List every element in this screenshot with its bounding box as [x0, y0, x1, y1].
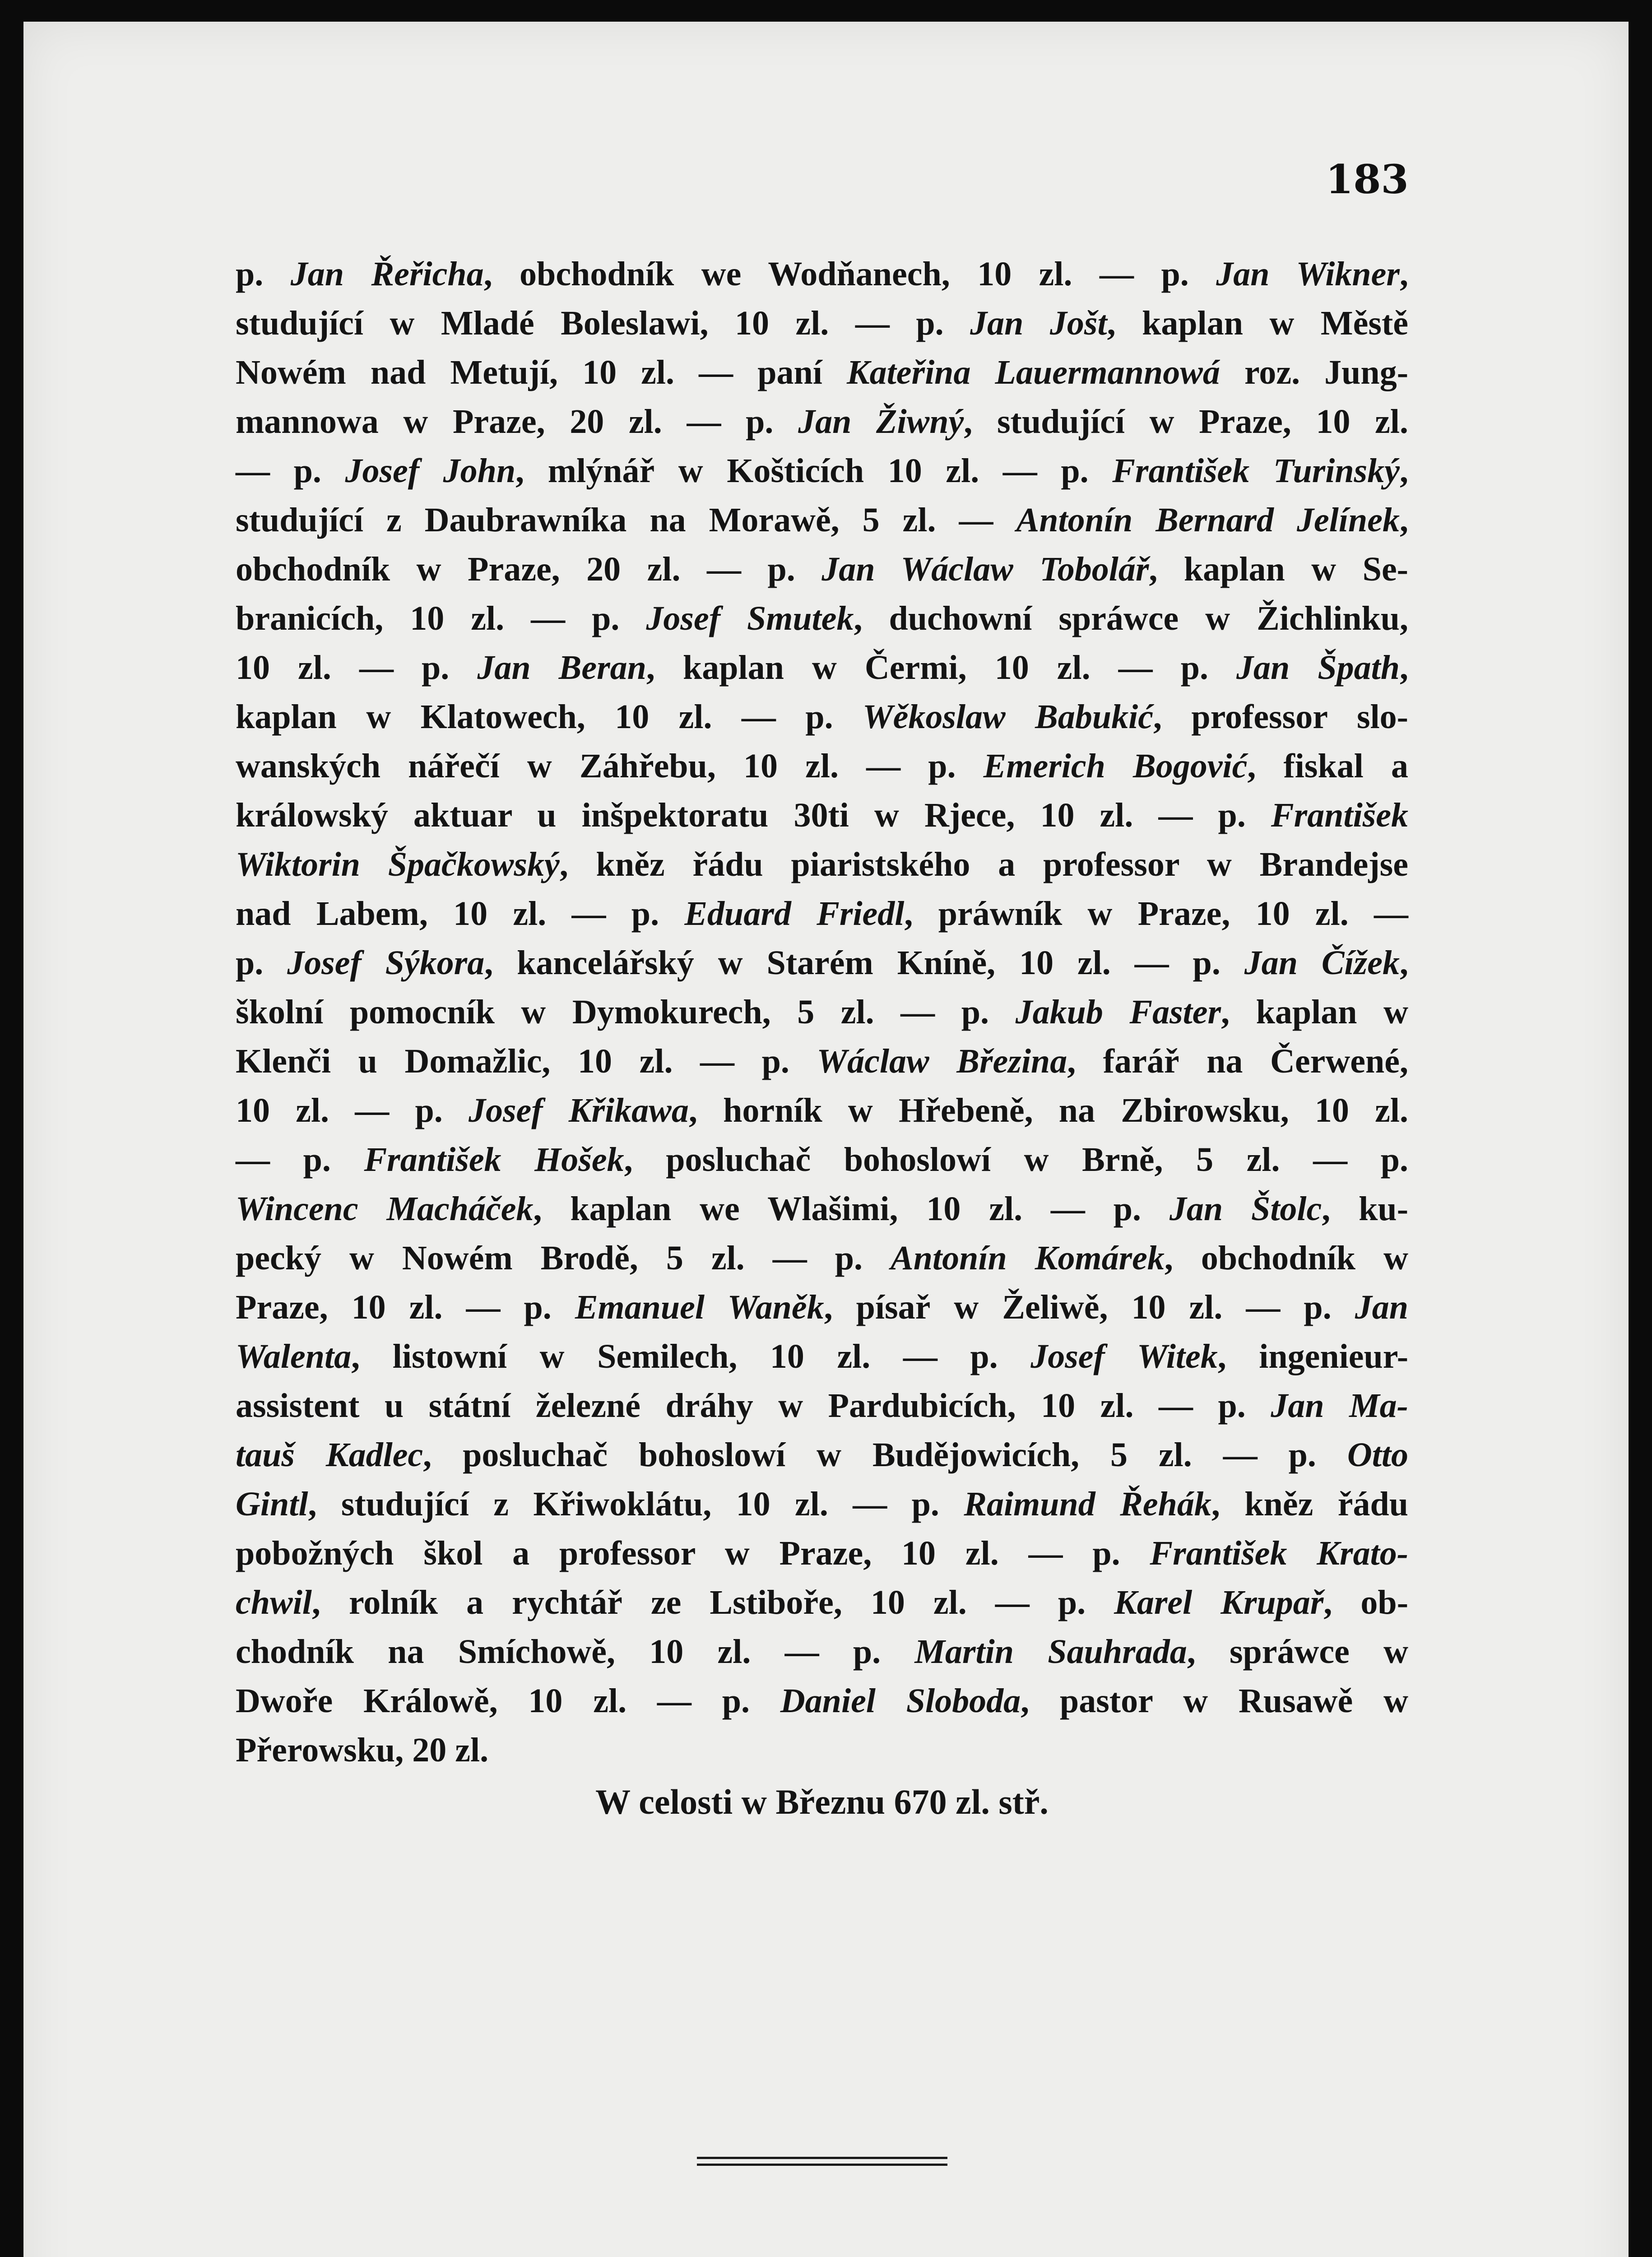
- person-name: Josef Witek: [1030, 1337, 1218, 1375]
- text-line: [236, 496, 1408, 545]
- person-name: Otto: [1347, 1436, 1408, 1474]
- text-run: chodník na Smíchowě, 10 zl. — p.: [236, 1633, 915, 1671]
- text-line: [236, 250, 1408, 299]
- text-line: [236, 1086, 1408, 1135]
- text-run: pobožných škol a professor w Praze, 10 zl. — p.: [236, 1534, 1150, 1572]
- text-run: , farář na Čerwené,: [1067, 1042, 1408, 1080]
- text-run: kaplan w Klatowech, 10 zl. — p.: [236, 698, 863, 736]
- text-run: , kaplan w Se-: [1149, 550, 1408, 588]
- text-line: [236, 938, 1408, 988]
- person-name: Jan: [1355, 1288, 1408, 1326]
- person-name: Emanuel Waněk: [575, 1288, 824, 1326]
- text-run: , horník w Hřebeně, na Zbirowsku, 10 zl.: [688, 1091, 1408, 1129]
- text-line: [236, 299, 1408, 348]
- text-run: , kaplan w Městě: [1107, 304, 1408, 342]
- text-run: — p.: [236, 1141, 364, 1179]
- person-name: Wiktorin Špačkowský: [236, 845, 560, 883]
- total-line: W celosti w Březnu 670 zl. stř.: [595, 1782, 1049, 1821]
- person-name: Jan Štolc: [1169, 1190, 1322, 1228]
- person-name: Walenta: [236, 1337, 352, 1375]
- text-line: [236, 1234, 1408, 1283]
- text-run: Praze, 10 zl. — p.: [236, 1288, 575, 1326]
- page: [23, 22, 1629, 2257]
- text-line: [236, 840, 1408, 889]
- person-name: Jan Čížek: [1244, 944, 1400, 982]
- text-run: , posluchač bohoslowí w Budějowicích, 5 zl. — p.: [423, 1436, 1347, 1474]
- text-line: [236, 742, 1408, 791]
- person-name: František Krato-: [1150, 1534, 1408, 1572]
- person-name: Martin Sauhrada: [914, 1633, 1187, 1671]
- text-run: assistent u státní železné dráhy w Pardubicích, 10 zl. — p.: [236, 1387, 1271, 1425]
- text-run: roz. Jung-: [1220, 353, 1409, 391]
- text-run: 10 zl. — p.: [236, 1091, 469, 1129]
- text-run: p.: [236, 255, 291, 293]
- person-name: Emerich Bogović: [983, 747, 1248, 785]
- text-run: , duchowní spráwce w Žichlinku,: [854, 599, 1408, 637]
- text-run: , studující w Praze, 10 zl.: [964, 403, 1409, 441]
- text-run: Přerowsku, 20 zl.: [236, 1731, 489, 1769]
- person-name: Josef Sýkora: [287, 944, 485, 982]
- text-run: , ku-: [1322, 1190, 1409, 1228]
- text-run: , kaplan we Wlašimi, 10 zl. — p.: [533, 1190, 1169, 1228]
- text-run: , kaplan w: [1221, 993, 1408, 1031]
- text-run: studující z Daubrawníka na Morawě, 5 zl. —: [236, 501, 1016, 539]
- text-run: , pastor w Rusawě w: [1021, 1682, 1408, 1720]
- person-name: Jan Řeřicha: [290, 255, 484, 293]
- text-line: [236, 1726, 1408, 1775]
- text-line: [236, 348, 1408, 397]
- text-run: , práwník w Praze, 10 zl. —: [904, 895, 1409, 933]
- text-run: , rolník a rychtář ze Lstiboře, 10 zl. — p.: [311, 1584, 1114, 1621]
- text-line: [236, 889, 1408, 938]
- text-run: , písař w Želiwě, 10 zl. — p.: [824, 1288, 1355, 1326]
- person-name: Kateřina Lauermannowá: [846, 353, 1220, 391]
- text-run: nad Labem, 10 zl. — p.: [236, 895, 685, 933]
- person-name: Antonín Komárek: [891, 1239, 1165, 1277]
- person-name: Jan Wikner: [1216, 255, 1400, 293]
- text-line: [236, 1529, 1408, 1578]
- text-run: ,: [1399, 649, 1408, 687]
- text-run: školní pomocník w Dymokurech, 5 zl. — p.: [236, 993, 1016, 1031]
- text-run: , kancelářský w Starém Kníně, 10 zl. — p.: [484, 944, 1244, 982]
- text-line: [236, 1381, 1408, 1430]
- text-line: [236, 1627, 1408, 1676]
- text-line: [236, 1135, 1408, 1184]
- text-run: , kněz řádu piaristského a professor w Brandejse: [559, 845, 1408, 883]
- text-run: , ob-: [1323, 1584, 1408, 1621]
- person-name: Josef Smutek: [646, 599, 854, 637]
- text-run: , ingenieur-: [1217, 1337, 1409, 1375]
- text-line: [236, 1184, 1408, 1234]
- donor-list-paragraph: [236, 250, 1408, 1775]
- text-run: , professor slo-: [1153, 698, 1408, 736]
- text-line: [236, 545, 1408, 594]
- text-line: [236, 692, 1408, 742]
- person-name: Eduard Friedl: [684, 895, 905, 933]
- text-run: , obchodník we Wodňanech, 10 zl. — p.: [483, 255, 1216, 293]
- text-line: [236, 988, 1408, 1037]
- text-run: , spráwce w: [1187, 1633, 1409, 1671]
- text-run: p.: [236, 944, 288, 982]
- person-name: Josef Křikawa: [468, 1091, 689, 1129]
- text-run: — p.: [236, 452, 345, 490]
- person-name: Raimund Řehák: [964, 1485, 1211, 1523]
- text-run: , obchodník w: [1164, 1239, 1408, 1277]
- text-line: [236, 446, 1408, 496]
- person-name: František: [1271, 796, 1408, 834]
- text-run: Klenči u Domažlic, 10 zl. — p.: [236, 1042, 817, 1080]
- text-line: [236, 1676, 1408, 1726]
- text-run: 10 zl. — p.: [236, 649, 478, 687]
- text-run: studující w Mladé Boleslawi, 10 zl. — p.: [236, 304, 970, 342]
- text-run: , mlýnář w Košticích 10 zl. — p.: [515, 452, 1113, 490]
- person-name: Jan Žiwný: [798, 403, 964, 441]
- person-name: tauš Kadlec: [236, 1436, 423, 1474]
- text-run: ,: [1400, 255, 1408, 293]
- text-run: králowský aktuar u inšpektoratu 30ti w Rjece, 10 zl. — p.: [236, 796, 1271, 834]
- text-run: Dwoře Králowě, 10 zl. — p.: [236, 1682, 780, 1720]
- person-name: Jan Ma-: [1271, 1387, 1408, 1425]
- person-name: Wáclaw Březina: [817, 1042, 1067, 1080]
- text-line: [236, 594, 1408, 643]
- text-line: [236, 397, 1408, 446]
- person-name: Karel Krupař: [1114, 1584, 1324, 1621]
- person-name: Wincenc Macháček: [236, 1190, 534, 1228]
- text-line: [236, 1332, 1408, 1381]
- person-name: Jan Jošt: [970, 304, 1107, 342]
- text-run: , fiskal a: [1247, 747, 1408, 785]
- page-number: 183: [1326, 156, 1409, 203]
- text-run: , listowní w Semilech, 10 zl. — p.: [351, 1337, 1031, 1375]
- person-name: František Hošek: [364, 1141, 624, 1179]
- person-name: Daniel Sloboda: [780, 1682, 1021, 1720]
- text-run: mannowa w Praze, 20 zl. — p.: [236, 403, 798, 441]
- text-run: branicích, 10 zl. — p.: [236, 599, 646, 637]
- text-run: ,: [1399, 944, 1408, 982]
- person-name: Jan Beran: [477, 649, 646, 687]
- person-name: Antonín Bernard Jelínek: [1016, 501, 1400, 539]
- text-run: ,: [1400, 452, 1408, 490]
- text-run: , kněz řádu: [1211, 1485, 1408, 1523]
- person-name: chwil: [236, 1584, 312, 1621]
- text-run: wanských nářečí w Záhřebu, 10 zl. — p.: [236, 747, 984, 785]
- text-run: Nowém nad Metují, 10 zl. — paní: [236, 353, 847, 391]
- text-line: [236, 1430, 1408, 1480]
- text-run: obchodník w Praze, 20 zl. — p.: [236, 550, 822, 588]
- person-name: Jakub Faster: [1015, 993, 1221, 1031]
- person-name: Gintl: [236, 1485, 308, 1523]
- text-run: pecký w Nowém Brodě, 5 zl. — p.: [236, 1239, 891, 1277]
- text-run: , studující z Křiwoklátu, 10 zl. — p.: [308, 1485, 964, 1523]
- person-name: Jan Wáclaw Tobolář: [821, 550, 1149, 588]
- text-line: [236, 791, 1408, 840]
- text-run: ,: [1400, 501, 1409, 539]
- person-name: Wěkoslaw Babukić: [863, 698, 1153, 736]
- text-line: [236, 1480, 1408, 1529]
- text-line: [236, 1283, 1408, 1332]
- text-run: , posluchač bohoslowí w Brně, 5 zl. — p.: [624, 1141, 1409, 1179]
- closing-double-rule-top: [697, 2157, 947, 2159]
- person-name: František Turinský: [1112, 452, 1400, 490]
- person-name: Josef John: [345, 452, 516, 490]
- person-name: Jan Špath: [1236, 649, 1400, 687]
- text-run: , kaplan w Čermi, 10 zl. — p.: [646, 649, 1237, 687]
- closing-double-rule-bottom: [697, 2164, 947, 2166]
- text-line: [236, 1578, 1408, 1627]
- text-line: [236, 1037, 1408, 1086]
- text-line: [236, 643, 1408, 692]
